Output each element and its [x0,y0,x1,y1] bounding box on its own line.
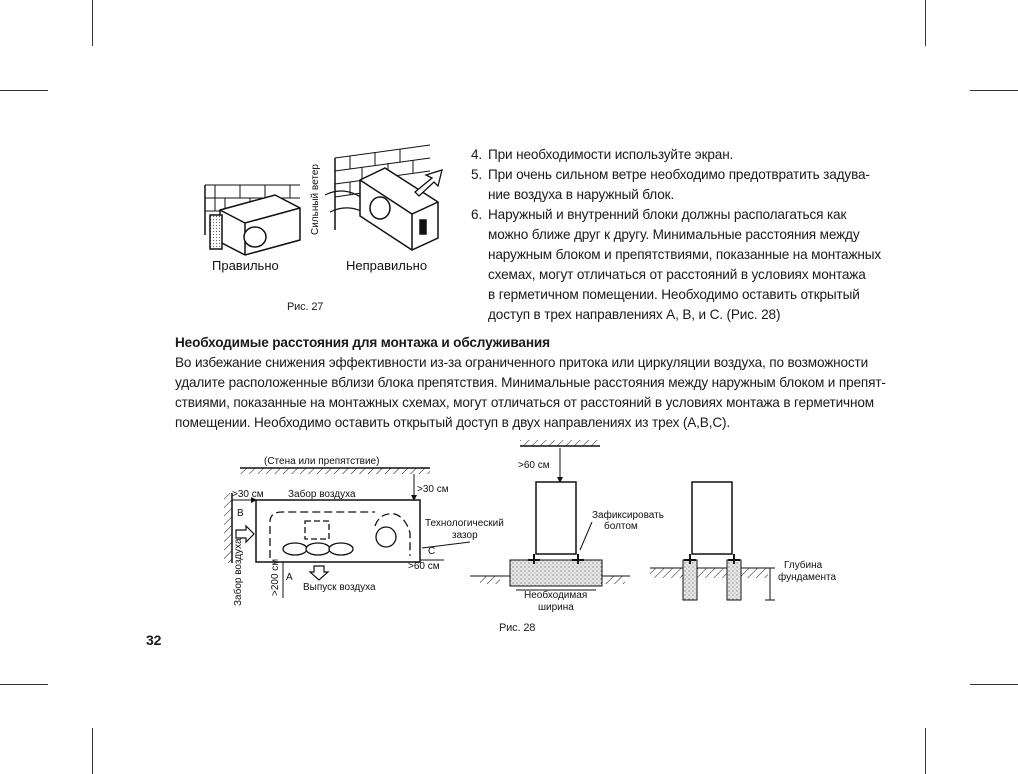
label-letter-a: A [286,572,293,583]
outdoor-unit-incorrect [360,168,438,250]
label-d200: >200 см [270,558,281,596]
crop-mark [925,728,926,774]
label-air-intake-side: Забор воздуха [233,538,244,606]
crop-mark [0,684,48,685]
label-fix-1: Зафиксировать [592,510,664,521]
paragraph-line: удалите расположенные вблизи блока препятствия. Минимальные расстояния между наружным блоком и препят- [175,375,886,390]
list-line: Наружный и внутренний блоки должны располагаться как [488,207,847,222]
page-number: 32 [146,632,162,648]
list-line: При очень сильном ветре необходимо предотвратить задува- [488,167,870,182]
label-wall: (Стена или препятствие) [264,456,380,467]
list-line: схемах, могут отличаться от расстояний в условиях монтажа [488,267,866,282]
plan-view [224,456,504,606]
section-heading: Необходимые расстояния для монтажа и обслуживания [175,335,550,350]
fig28-caption: Рис. 28 [499,622,536,634]
paragraph-line: ствиями, показанные на монтажных схемах, могут отличаться от расстояний в условиях монтажа в герметичном [175,395,874,410]
crop-mark [925,0,926,46]
label-air-outlet: Выпуск воздуха [303,582,376,593]
label-d60-top: >60 см [518,460,550,471]
label-width-1: Необходимая [524,590,588,601]
crop-mark [92,0,93,46]
label-depth-2: фундамента [778,572,837,583]
label-letter-c: C [428,546,436,557]
label-air-intake-top: Забор воздуха [288,489,356,500]
paragraph-line: помещении. Необходимо оставить открытый доступ в двух направлениях из трех (А,В,С). [175,415,730,430]
label-depth-1: Глубина [784,560,823,571]
fig27-caption: Рис. 27 [287,301,324,313]
list-line: наружным блоком и препятствиями, показанные на монтажных [488,247,882,262]
list-line: доступ в трех направлениях А, В, и С. (Рис. 28) [488,307,781,322]
crop-mark [92,728,93,774]
figure-27 [200,140,460,290]
list-number: 5. [471,167,483,182]
label-tech-gap-2: зазор [452,530,478,541]
list-line: При необходимости используйте экран. [488,147,734,162]
label-d30-left: >30 см [232,489,264,500]
list-line: ние воздуха в наружный блок. [488,187,675,202]
label-d60: >60 см [408,561,440,572]
elevation-view-right [650,482,836,600]
list-line: можно ближе друг к другу. Минимальные расстояния между [488,227,860,242]
outdoor-unit-correct [210,195,300,255]
label-letter-b: B [237,508,244,519]
list-line: в герметичном помещении. Необходимо оставить открытый [488,287,860,302]
crop-mark [970,90,1018,91]
section-paragraph [175,353,915,435]
fig27-label-incorrect: Неправильно [346,258,428,273]
crop-mark [970,684,1018,685]
figure-28 [200,438,860,618]
fig27-label-correct: Правильно [212,258,279,273]
paragraph-line: Во избежание снижения эффективности из-за ограниченного притока или циркуляции воздуха, по возможности [175,355,869,370]
label-width-2: ширина [538,602,574,613]
label-fix-2: болтом [604,521,638,532]
label-d30-right: >30 см [417,484,449,495]
list-number: 6. [471,207,483,222]
crop-mark [0,90,48,91]
label-tech-gap-1: Технологический [425,518,504,529]
fig27-label-wind: Сильный ветер [310,164,321,235]
numbered-list [471,145,901,325]
list-number: 4. [471,147,483,162]
